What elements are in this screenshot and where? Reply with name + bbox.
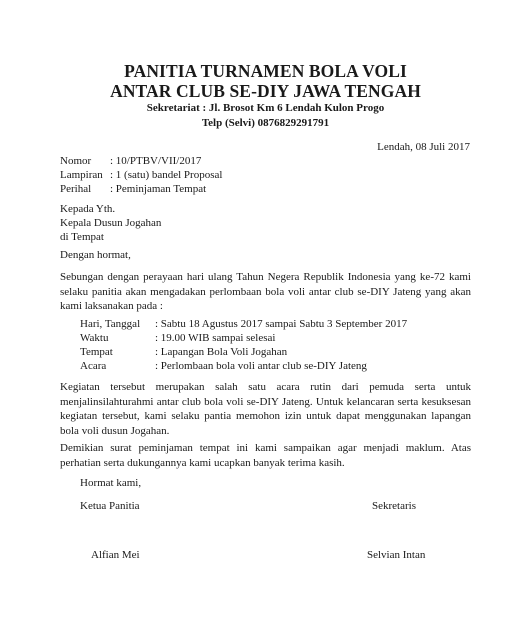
detail-label-date: Hari, Tanggal — [80, 318, 141, 330]
signature-name-secretary: Selvian Intan — [367, 549, 426, 561]
meta-label-lampiran: Lampiran — [60, 169, 103, 181]
detail-label-time: Waktu — [80, 332, 109, 344]
detail-value-place: : Lapangan Bola Voli Jogahan — [155, 346, 288, 358]
detail-label-event: Acara — [80, 360, 107, 372]
secretariat-address: Sekretariat : Jl. Brosot Km 6 Lendah Kulon Progo — [146, 102, 385, 114]
contact-phone: Telp (Selvi) 0876829291791 — [201, 117, 330, 129]
letter-date: Lendah, 08 Juli 2017 — [377, 141, 470, 153]
letter-title-line2: ANTAR CLUB SE-DIY JAWA TENGAH — [110, 81, 421, 101]
meta-value-perihal: : Peminjaman Tempat — [110, 183, 207, 195]
paragraph-closing: Demikian surat peminjaman tempat ini kami sampaikan agar menjadi maklum. Atas perhatian serta dukungannya kami ucapkan banyak terima kasih. — [60, 442, 471, 469]
signature-role-secretary: Sekretaris — [372, 500, 416, 512]
meta-value-lampiran: : 1 (satu) bandel Proposal — [110, 169, 223, 181]
paragraph-body: Kegiatan tersebut merupakan salah satu acara rutin dari pemuda serta untuk menjalinsilahturahmi antar club bola voli se-DIY Jateng. Untuk kelancaran serta kesuksesan kegiatan tersebut, kami selaku pantia memohon izin untuk dapat menggunakan lapangan bola voli dusun Jogahan. — [60, 381, 471, 437]
detail-value-event: : Perlombaan bola voli antar club se-DIY Jateng — [155, 360, 367, 372]
paragraph-opening: Sebungan dengan perayaan hari ulang Tahun Negera Republik Indonesia yang ke-72 kami selaku panitia akan mengadakan perlombaan bola voli antar club se-DIY Jateng yang akan kami laksanakan pada : — [60, 271, 471, 312]
meta-label-perihal: Perihal — [60, 183, 92, 195]
detail-label-place: Tempat — [80, 346, 113, 358]
detail-value-date: : Sabtu 18 Agustus 2017 sampai Sabtu 3 September 2017 — [155, 318, 408, 330]
recipient-line1: Kepada Yth. — [60, 203, 116, 215]
meta-value-nomor: : 10/PTBV/VII/2017 — [110, 155, 202, 167]
closing-salutation: Hormat kami, — [80, 477, 142, 489]
greeting: Dengan hormat, — [60, 249, 131, 261]
signature-role-chair: Ketua Panitia — [80, 500, 140, 512]
recipient-line3: di Tempat — [60, 231, 104, 243]
meta-label-nomor: Nomor — [60, 155, 92, 167]
recipient-line2: Kepala Dusun Jogahan — [60, 217, 162, 229]
signature-name-chair: Alfian Mei — [91, 549, 140, 561]
detail-value-time: : 19.00 WIB sampai selesai — [155, 332, 276, 344]
letter-title-line1: PANITIA TURNAMEN BOLA VOLI — [124, 61, 407, 81]
